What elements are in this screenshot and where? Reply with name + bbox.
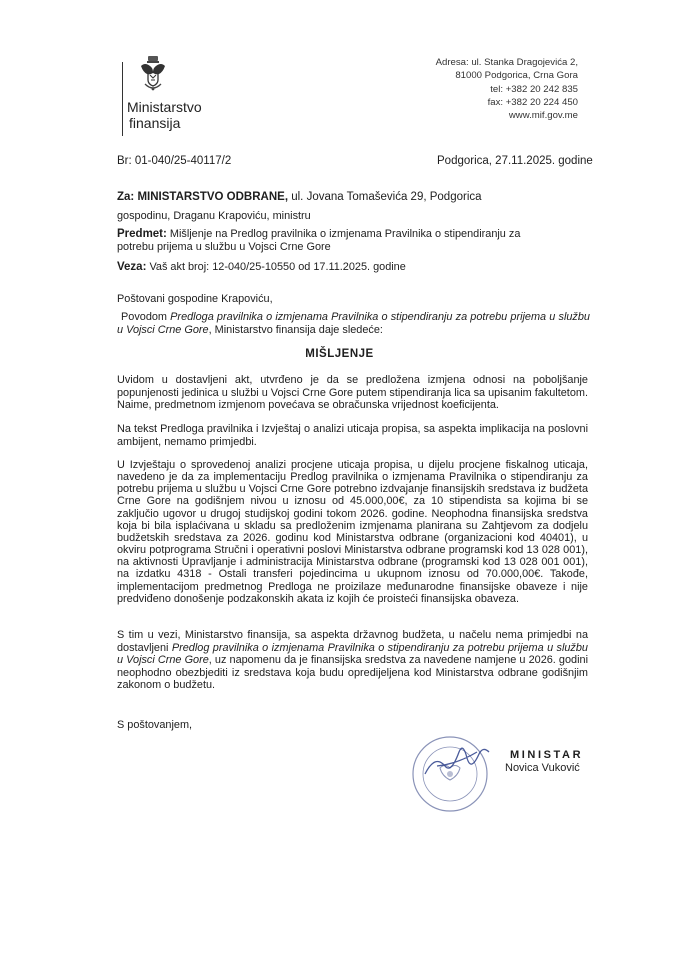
address-block bbox=[436, 56, 578, 122]
minister-name: Novica Vuković bbox=[505, 762, 580, 774]
intro-prefix: Povodom bbox=[121, 311, 171, 323]
ministry-name bbox=[127, 99, 202, 131]
intro-paragraph bbox=[117, 311, 590, 336]
intro-italic: Predloga pravilnika o izmjenama Pravilnika o stipendiranju za potrebu prijema u službu u Vojsci Crne Gore bbox=[117, 311, 590, 336]
recipient-line bbox=[117, 191, 482, 204]
paragraph-4-italic: Predlog pravilnika o izmjenama Pravilnika o stipendiranju za potrebu prijema u službu u Vojsci Crne Gore bbox=[117, 641, 588, 667]
subject-label: Predmet: bbox=[117, 228, 167, 240]
recipient-attention: gospodinu, Draganu Krapoviću, ministru bbox=[117, 210, 311, 222]
address-fax: fax: +382 20 224 450 bbox=[487, 96, 578, 108]
paragraph-3: U Izvještaju o sprovedenoj analizi procjene uticaja propisa, u dijelu procjene fiskalnog uticaja, navedeno je da za implementaciju Predlog pravilnika o izmjenama Pravilnika o stipendiranju za potrebu prijema u službu u Vojsci Crne Gore potrebno izdvajanje finansijskih sredstava iz budžeta Crne Gore na godišnjem nivou u iznosu od 45.000,00€, za 10 stipendista sa kojima bi se zaključio ugovor u drugoj studijskoj godini tokom 2026. godine. Neophodna finansijska sredstva koja bi bila isplaćivana u skladu sa predloženim izmjenama planirana su Zahtjevom za dodjelu budžetskih sredstava za 2026. godinu kod Ministarstva odbrane (organizacioni kod 40401), u okviru potprograma Stručni i operativni poslovi Ministarstva odbrane programski kod 13 028 001), na aktivnosti Upravljanje i administracija Ministarstva odbrane (programski kod 13 028 001 001), na izdatku 4318 - Ostali transferi pojedincima u ukupnom iznosu od 70.000,00€. Takođe, implementacijom predmetnog Predloga ne proizilaze međunarodne finansijske obaveze i nije predviđeno donošenje podzakonskih akata iz kojih će proisteći finansijska obaveza. bbox=[117, 459, 588, 605]
paragraph-1: Uvidom u dostavljeni akt, utvrđeno je da se predložena izmjena odnosi na poboljšanje popunjenosti jedinica u službi u Vojsci Crne Gore putem stipendiranja lica sa upisanim fakultetom. Naime, predmetnom izmjenom povećava se obračunska vrijednost koeficijenta. bbox=[117, 374, 588, 412]
header-divider-line bbox=[122, 62, 123, 136]
reference-text: Vaš akt broj: 12-040/25-10550 od 17.11.2025. godine bbox=[149, 261, 406, 273]
reference-number: Br: 01-040/25-40117/2 bbox=[117, 155, 232, 167]
intro-suffix: , Ministarstvo finansija daje sledeće: bbox=[208, 323, 383, 336]
address-web: www.mif.gov.me bbox=[508, 110, 578, 122]
ministry-name-line2: finansija bbox=[129, 115, 181, 131]
recipient-name: MINISTARSTVO ODBRANE, bbox=[137, 191, 289, 203]
address-tel: tel: +382 20 242 835 bbox=[490, 83, 578, 95]
paragraph-4-suffix: , uz napomenu da je finansijska sredstva za navedene namjene u 2026. godini neophodno obezbjediti iz sredstava koja budu opredijeljena kod Ministarstva odbrane godišnjim zakonom o budžetu. bbox=[117, 654, 588, 692]
recipient-address: ul. Jovana Tomaševića 29, Podgorica bbox=[288, 191, 482, 203]
document-date: Podgorica, 27.11.2025. godine bbox=[437, 155, 593, 167]
closing: S poštovanjem, bbox=[117, 719, 193, 731]
salutation: Poštovani gospodine Krapoviću, bbox=[117, 293, 273, 305]
reference-block bbox=[117, 261, 406, 274]
handwritten-signature-icon bbox=[415, 736, 505, 791]
reference-label: Veza: bbox=[117, 261, 147, 273]
recipient-label: Za: bbox=[117, 191, 135, 203]
address-city: 81000 Podgorica, Crna Gora bbox=[455, 70, 578, 82]
ministry-name-line1: Ministarstvo bbox=[127, 99, 202, 115]
minister-title: MINISTAR bbox=[510, 749, 584, 761]
subject-text: Mišljenje na Predlog pravilnika o izmjenama Pravilnika o stipendiranju za potrebu prijema u službu u Vojsci Crne Gore bbox=[117, 228, 521, 253]
subject-block bbox=[117, 228, 557, 253]
paragraph-2: Na tekst Predloga pravilnika i Izvještaj o analizi uticaja propisa, sa aspekta implikacija na poslovni ambijent, nemamo primjedbi. bbox=[117, 423, 588, 448]
paragraph-4 bbox=[117, 629, 588, 692]
opinion-heading: MIŠLJENJE bbox=[305, 348, 374, 360]
coat-of-arms-icon bbox=[136, 54, 170, 99]
paragraph-4-prefix: S tim u vezi, Ministarstvo finansija, sa aspekta državnog budžeta, u načelu nema primjedbi na dostavljeni bbox=[117, 629, 588, 654]
address-street: Adresa: ul. Stanka Dragojevića 2, bbox=[435, 57, 578, 68]
